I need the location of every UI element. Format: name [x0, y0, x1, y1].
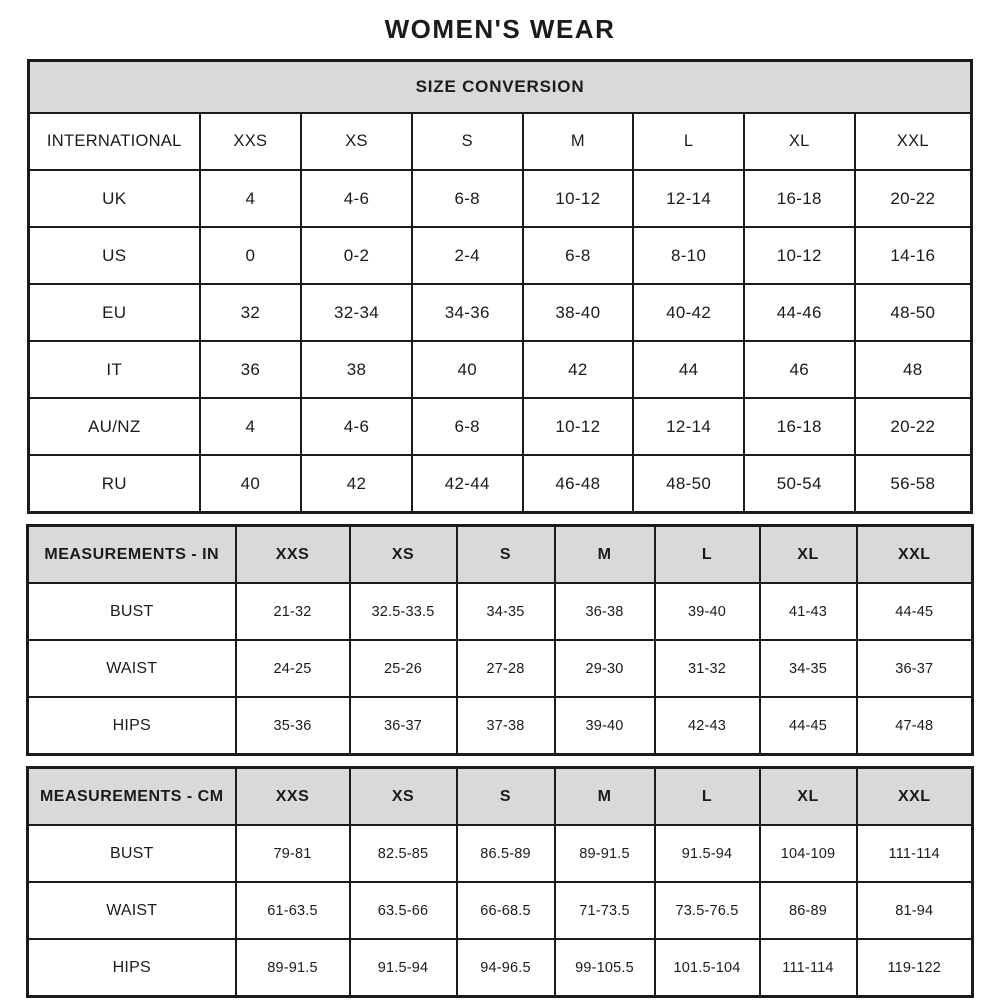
corner-header: MEASUREMENTS - IN	[28, 526, 236, 584]
value-cell: 8-10	[633, 227, 744, 284]
value-cell: 44-46	[744, 284, 855, 341]
value-cell: 34-35	[457, 583, 555, 640]
value-cell: 2-4	[412, 227, 523, 284]
measurements-in-table	[26, 524, 974, 756]
table-row	[29, 341, 972, 398]
size-column-header: XXL	[857, 768, 973, 826]
value-cell: 36-37	[857, 640, 973, 697]
value-cell: 38	[301, 341, 412, 398]
value-cell: 42	[301, 455, 412, 513]
column-header-row	[29, 113, 972, 170]
table-row	[29, 398, 972, 455]
value-cell: 21-32	[236, 583, 350, 640]
value-cell: 46-48	[523, 455, 634, 513]
value-cell: 38-40	[523, 284, 634, 341]
value-cell: 32-34	[301, 284, 412, 341]
value-cell: 35-36	[236, 697, 350, 755]
value-cell: 36	[200, 341, 302, 398]
size-column-header: L	[655, 526, 760, 584]
value-cell: 37-38	[457, 697, 555, 755]
value-cell: 20-22	[855, 170, 972, 227]
size-column-header: S	[457, 526, 555, 584]
size-column-header: XXL	[857, 526, 973, 584]
value-cell: 4	[200, 170, 302, 227]
value-cell: 27-28	[457, 640, 555, 697]
value-cell: 42-43	[655, 697, 760, 755]
value-cell: 10-12	[523, 170, 634, 227]
value-cell: 39-40	[555, 697, 655, 755]
row-label: BUST	[28, 583, 236, 640]
value-cell: 4	[200, 398, 302, 455]
row-label: UK	[29, 170, 200, 227]
table-title: SIZE CONVERSION	[29, 61, 972, 114]
value-cell: 48	[855, 341, 972, 398]
size-column-header: XXS	[236, 526, 350, 584]
table-row	[29, 227, 972, 284]
column-header-row	[28, 526, 973, 584]
row-label: BUST	[28, 825, 236, 882]
value-cell: 14-16	[855, 227, 972, 284]
table-row	[28, 640, 973, 697]
table-row	[29, 284, 972, 341]
size-column-header: XS	[350, 768, 457, 826]
value-cell: 25-26	[350, 640, 457, 697]
measurements-cm-table	[26, 766, 974, 998]
value-cell: 111-114	[760, 939, 857, 997]
row-label: WAIST	[28, 882, 236, 939]
row-label: US	[29, 227, 200, 284]
table-title-row	[29, 61, 972, 114]
value-cell: 24-25	[236, 640, 350, 697]
value-cell: 29-30	[555, 640, 655, 697]
value-cell: 48-50	[855, 284, 972, 341]
value-cell: 82.5-85	[350, 825, 457, 882]
size-column-header: L	[633, 113, 744, 170]
value-cell: 10-12	[523, 398, 634, 455]
size-column-header: XL	[760, 526, 857, 584]
size-column-header: M	[555, 768, 655, 826]
size-column-header: M	[523, 113, 634, 170]
value-cell: 4-6	[301, 398, 412, 455]
value-cell: 48-50	[633, 455, 744, 513]
value-cell: 44-45	[857, 583, 973, 640]
value-cell: 79-81	[236, 825, 350, 882]
value-cell: 101.5-104	[655, 939, 760, 997]
size-column-header: L	[655, 768, 760, 826]
value-cell: 111-114	[857, 825, 973, 882]
value-cell: 6-8	[412, 170, 523, 227]
value-cell: 71-73.5	[555, 882, 655, 939]
value-cell: 41-43	[760, 583, 857, 640]
table-row	[29, 170, 972, 227]
value-cell: 81-94	[857, 882, 973, 939]
table-row	[28, 882, 973, 939]
value-cell: 86-89	[760, 882, 857, 939]
row-label: WAIST	[28, 640, 236, 697]
value-cell: 66-68.5	[457, 882, 555, 939]
value-cell: 47-48	[857, 697, 973, 755]
size-column-header: XXS	[200, 113, 302, 170]
size-column-header: XS	[350, 526, 457, 584]
value-cell: 4-6	[301, 170, 412, 227]
value-cell: 46	[744, 341, 855, 398]
value-cell: 44	[633, 341, 744, 398]
value-cell: 40	[412, 341, 523, 398]
value-cell: 73.5-76.5	[655, 882, 760, 939]
table-row	[28, 697, 973, 755]
size-conversion-table	[27, 59, 973, 514]
value-cell: 20-22	[855, 398, 972, 455]
value-cell: 36-38	[555, 583, 655, 640]
value-cell: 89-91.5	[236, 939, 350, 997]
value-cell: 6-8	[523, 227, 634, 284]
value-cell: 91.5-94	[350, 939, 457, 997]
corner-header: MEASUREMENTS - CM	[28, 768, 236, 826]
value-cell: 36-37	[350, 697, 457, 755]
value-cell: 16-18	[744, 170, 855, 227]
value-cell: 32	[200, 284, 302, 341]
value-cell: 104-109	[760, 825, 857, 882]
row-label: RU	[29, 455, 200, 513]
size-column-header: M	[555, 526, 655, 584]
row-label: EU	[29, 284, 200, 341]
value-cell: 0	[200, 227, 302, 284]
size-column-header: XXL	[855, 113, 972, 170]
value-cell: 39-40	[655, 583, 760, 640]
row-label: IT	[29, 341, 200, 398]
value-cell: 10-12	[744, 227, 855, 284]
row-label: AU/NZ	[29, 398, 200, 455]
value-cell: 16-18	[744, 398, 855, 455]
size-column-header: XL	[760, 768, 857, 826]
value-cell: 91.5-94	[655, 825, 760, 882]
value-cell: 34-35	[760, 640, 857, 697]
value-cell: 63.5-66	[350, 882, 457, 939]
value-cell: 12-14	[633, 398, 744, 455]
value-cell: 6-8	[412, 398, 523, 455]
value-cell: 56-58	[855, 455, 972, 513]
value-cell: 86.5-89	[457, 825, 555, 882]
value-cell: 40-42	[633, 284, 744, 341]
value-cell: 61-63.5	[236, 882, 350, 939]
value-cell: 119-122	[857, 939, 973, 997]
value-cell: 94-96.5	[457, 939, 555, 997]
value-cell: 0-2	[301, 227, 412, 284]
size-column-header: XXS	[236, 768, 350, 826]
value-cell: 32.5-33.5	[350, 583, 457, 640]
size-column-header: XS	[301, 113, 412, 170]
value-cell: 31-32	[655, 640, 760, 697]
corner-header: INTERNATIONAL	[29, 113, 200, 170]
value-cell: 12-14	[633, 170, 744, 227]
table-row	[29, 455, 972, 513]
page-title: WOMEN'S WEAR	[384, 14, 616, 44]
row-label: HIPS	[28, 697, 236, 755]
value-cell: 99-105.5	[555, 939, 655, 997]
value-cell: 42	[523, 341, 634, 398]
row-label: HIPS	[28, 939, 236, 997]
table-row	[28, 939, 973, 997]
value-cell: 89-91.5	[555, 825, 655, 882]
table-row	[28, 825, 973, 882]
value-cell: 50-54	[744, 455, 855, 513]
value-cell: 42-44	[412, 455, 523, 513]
size-column-header: S	[457, 768, 555, 826]
value-cell: 44-45	[760, 697, 857, 755]
table-row	[28, 583, 973, 640]
value-cell: 40	[200, 455, 302, 513]
value-cell: 34-36	[412, 284, 523, 341]
size-column-header: XL	[744, 113, 855, 170]
size-column-header: S	[412, 113, 523, 170]
column-header-row	[28, 768, 973, 826]
